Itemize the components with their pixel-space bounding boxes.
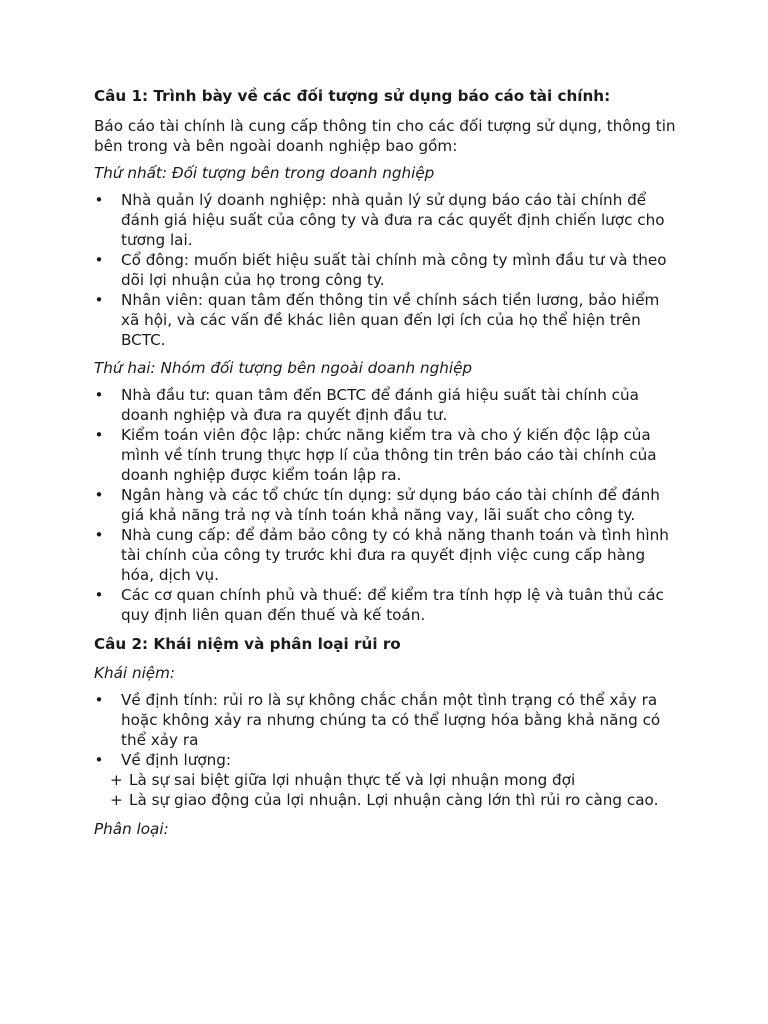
list-item <box>94 485 678 525</box>
list-item <box>94 425 678 485</box>
list-item <box>94 290 678 350</box>
bullet-icon: • <box>94 426 104 444</box>
bullet-icon: • <box>94 751 104 769</box>
bullet-icon: • <box>94 586 104 604</box>
bullet-icon: • <box>94 251 104 269</box>
sub-list-item <box>94 790 678 810</box>
list-item-text: Các cơ quan chính phủ và thuế: để kiểm tra tính hợp lệ và tuân thủ các quy định liên quan đến thuế và kế toán. <box>121 586 664 624</box>
question-1-title: Câu 1: Trình bày về các đối tượng sử dụng báo cáo tài chính: <box>94 87 611 105</box>
list-item-text: Ngân hàng và các tổ chức tín dụng: sử dụng báo cáo tài chính để đánh giá khả năng trả nợ và tính toán khả năng vay, lãi suất cho công ty. <box>121 486 660 524</box>
list-item-text: Nhà cung cấp: để đảm bảo công ty có khả năng thanh toán và tình hình tài chính của công ty trước khi đưa ra quyết định việc cung cấp hàng hóa, dịch vụ. <box>121 526 669 584</box>
list-item-text: Nhân viên: quan tâm đến thông tin về chính sách tiền lương, bảo hiểm xã hội, và các vấn đề khác liên quan đến lợi ích của họ thể hiện trên BCTC. <box>121 291 660 349</box>
list-item-text: Về định lượng: <box>121 751 232 769</box>
bullet-icon: • <box>94 486 104 504</box>
list-item <box>94 250 678 290</box>
bullet-icon: • <box>94 291 104 309</box>
concept-heading: Khái niệm: <box>94 664 176 682</box>
list-item-text: Về định tính: rủi ro là sự không chắc chắn một tình trạng có thể xảy ra hoặc không xảy ra nhưng chúng ta có thể lượng hóa bằng khả năng có thể xảy ra <box>121 691 661 749</box>
list-item-text: Kiểm toán viên độc lập: chức năng kiểm tra và cho ý kiến độc lập của mình về tính trung thực hợp lí của thông tin trên báo cáo tài chính của doanh nghiệp được kiểm toán lập ra. <box>121 426 657 484</box>
list-item <box>94 750 678 770</box>
bullet-icon: • <box>94 386 104 404</box>
list-item <box>94 585 678 625</box>
document-page <box>94 86 678 839</box>
plus-icon: + <box>110 771 123 789</box>
list-item <box>94 385 678 425</box>
list-item-text: Cổ đông: muốn biết hiệu suất tài chính mà công ty mình đầu tư và theo dõi lợi nhuận của họ trong công ty. <box>121 251 667 289</box>
bullet-icon: • <box>94 526 104 544</box>
list-item <box>94 190 678 250</box>
sub-list-item <box>94 770 678 790</box>
classification-heading: Phân loại: <box>94 820 169 838</box>
question-2-title: Câu 2: Khái niệm và phân loại rủi ro <box>94 635 401 653</box>
list-item-text: Nhà quản lý doanh nghiệp: nhà quản lý sử dụng báo cáo tài chính để đánh giá hiệu suất của công ty và đưa ra các quyết định chiến lược cho tương lai. <box>121 191 665 249</box>
sub-list-item-text: Là sự sai biệt giữa lợi nhuận thực tế và lợi nhuận mong đợi <box>129 771 576 789</box>
concept-list <box>94 690 678 770</box>
external-stakeholders-list <box>94 385 678 625</box>
list-item-text: Nhà đầu tư: quan tâm đến BCTC để đánh giá hiệu suất tài chính của doanh nghiệp và đưa ra quyết định đầu tư. <box>121 386 639 424</box>
bullet-icon: • <box>94 691 104 709</box>
bullet-icon: • <box>94 191 104 209</box>
list-item <box>94 690 678 750</box>
list-item <box>94 525 678 585</box>
internal-stakeholders-heading: Thứ nhất: Đối tượng bên trong doanh nghiệp <box>94 164 435 182</box>
internal-stakeholders-list <box>94 190 678 350</box>
quantitative-sublist <box>94 770 678 810</box>
question-1-intro: Báo cáo tài chính là cung cấp thông tin cho các đối tượng sử dụng, thông tin bên trong và bên ngoài doanh nghiệp bao gồm: <box>94 117 676 155</box>
external-stakeholders-heading: Thứ hai: Nhóm đối tượng bên ngoài doanh nghiệp <box>94 359 473 377</box>
sub-list-item-text: Là sự giao động của lợi nhuận. Lợi nhuận càng lớn thì rủi ro càng cao. <box>129 791 659 809</box>
plus-icon: + <box>110 791 123 809</box>
